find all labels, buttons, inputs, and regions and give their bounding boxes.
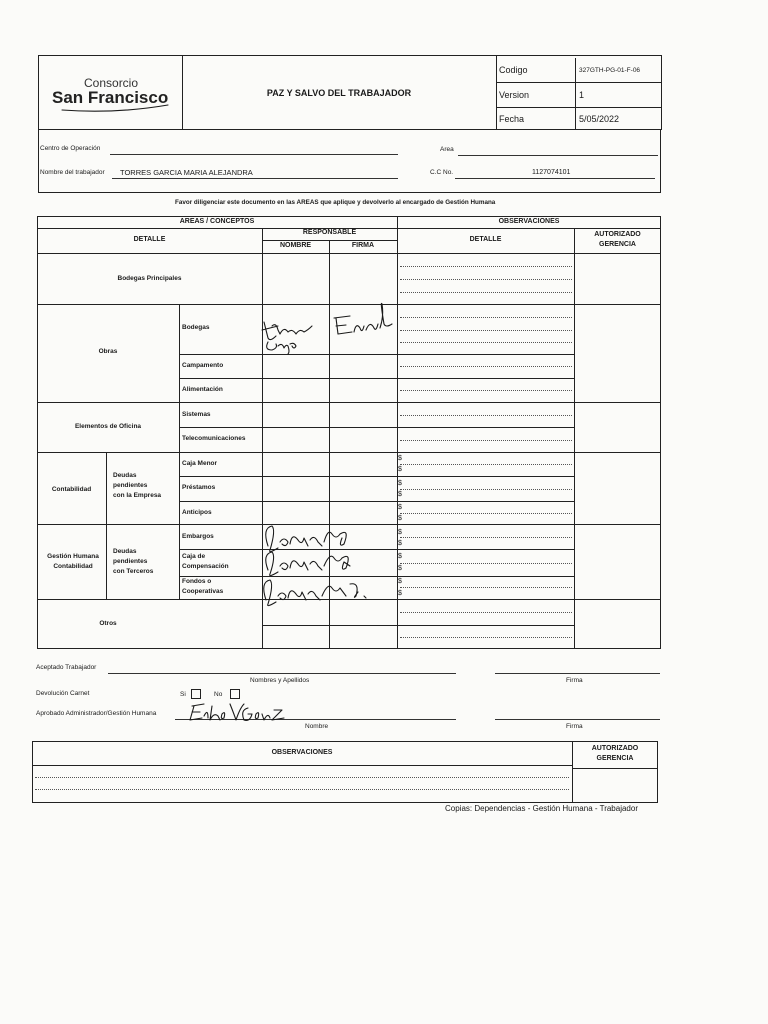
- caja-compensacion-line2: Compensación: [182, 563, 229, 570]
- dollar-sign: $: [398, 504, 402, 511]
- prestamos-label: Préstamos: [182, 484, 216, 491]
- deudas-empresa-line3: con la Empresa: [113, 492, 162, 499]
- aprobado-firma-field[interactable]: [495, 719, 660, 720]
- logo-swoosh: [60, 104, 170, 114]
- dollar-sign: $: [398, 491, 402, 498]
- area-label: Area: [440, 146, 454, 153]
- caja-menor-label: Caja Menor: [182, 460, 218, 467]
- fondos-line1: Fondos o: [182, 578, 212, 585]
- observaciones-line[interactable]: [35, 789, 569, 790]
- detalle-header: DETALLE: [133, 236, 166, 243]
- copias-text: Copias: Dependencias - Gestión Humana - Trabajador: [445, 804, 638, 813]
- embargos-label: Embargos: [182, 533, 214, 540]
- cc-value: 1127074101: [532, 169, 571, 176]
- version-label: Version: [499, 90, 530, 100]
- si-checkbox[interactable]: [191, 689, 201, 699]
- fondos-signature: [256, 574, 376, 608]
- bodegas-principales-label: Bodegas Principales: [117, 275, 182, 282]
- bodegas-firma-signature: [330, 298, 394, 340]
- logo-san-francisco: San Francisco: [52, 88, 169, 107]
- codigo-value: 327GTH-PG-01-F-06: [579, 67, 641, 74]
- nombres-apellidos-caption: Nombres y Apellidos: [250, 677, 310, 684]
- devolucion-carnet-label: Devolución Carnet: [36, 690, 90, 697]
- anticipos-label: Anticipos: [182, 509, 212, 516]
- observaciones-line[interactable]: [35, 777, 569, 778]
- bodegas-nombre-signature: [258, 316, 318, 354]
- deudas-terceros-line3: con Terceros: [113, 568, 154, 575]
- firma-caption-1: Firma: [566, 677, 583, 684]
- dollar-sign: $: [398, 455, 402, 462]
- nombre-caption: Nombre: [305, 723, 329, 730]
- aceptado-label: Aceptado Trabajador: [36, 664, 97, 671]
- autorizado-footer: AUTORIZADO: [591, 745, 639, 752]
- otros-label: Otros: [99, 620, 117, 627]
- gestion-humana-line2: Contabilidad: [53, 563, 93, 570]
- centro-label: Centro de Operación: [40, 145, 101, 152]
- sistemas-label: Sistemas: [182, 411, 211, 418]
- elementos-oficina-label: Elementos de Oficina: [74, 423, 142, 430]
- telecomunicaciones-label: Telecomunicaciones: [182, 435, 246, 442]
- dollar-sign: $: [398, 553, 402, 560]
- logo-consorcio: Consorcio: [84, 76, 139, 90]
- dollar-sign: $: [398, 529, 402, 536]
- centro-field[interactable]: [110, 154, 398, 155]
- deudas-terceros-line2: pendientes: [113, 558, 148, 565]
- fecha-value: 5/05/2022: [579, 114, 620, 124]
- dollar-sign: $: [398, 466, 402, 473]
- deudas-empresa-line1: Deudas: [113, 472, 137, 479]
- no-checkbox[interactable]: [230, 689, 240, 699]
- no-label: No: [214, 691, 223, 698]
- observaciones-title: OBSERVACIONES: [271, 749, 333, 756]
- gerencia-header: GERENCIA: [599, 241, 636, 248]
- firma-header: FIRMA: [351, 242, 375, 249]
- observaciones-header: OBSERVACIONES: [498, 218, 560, 225]
- instruction-text: Favor diligenciar este documento en las AREAS que aplique y devolverlo al encargado de Gestión Humana: [175, 199, 496, 206]
- autorizado-header: AUTORIZADO: [594, 231, 641, 238]
- caja-compensacion-line1: Caja de: [182, 553, 206, 560]
- gerencia-footer: GERENCIA: [596, 755, 634, 762]
- alimentacion-label: Alimentación: [182, 386, 223, 393]
- fondos-line2: Cooperativas: [182, 588, 224, 595]
- dollar-sign: $: [398, 540, 402, 547]
- dollar-sign: $: [398, 578, 402, 585]
- dollar-sign: $: [398, 480, 402, 487]
- nombre-trabajador-field[interactable]: [112, 178, 398, 179]
- nombre-header: NOMBRE: [279, 242, 312, 249]
- cc-label: C.C No.: [430, 169, 454, 176]
- aprobado-signature: [186, 700, 306, 726]
- responsable-header: RESPONSABLE: [302, 229, 357, 236]
- version-value: 1: [579, 90, 585, 100]
- aceptado-firma-field[interactable]: [495, 673, 660, 674]
- detalle-obs-header: DETALLE: [469, 236, 502, 243]
- aceptado-nombre-field[interactable]: [108, 673, 456, 674]
- obras-label: Obras: [98, 348, 118, 355]
- gestion-humana-line1: Gestión Humana: [47, 553, 99, 560]
- fecha-label: Fecha: [499, 114, 525, 124]
- si-label: Si: [180, 691, 186, 698]
- nombre-trabajador-label: Nombre del trabajador: [40, 169, 105, 176]
- contabilidad-label: Contabilidad: [51, 486, 92, 493]
- campamento-label: Campamento: [182, 362, 224, 369]
- dollar-sign: $: [398, 515, 402, 522]
- cc-field[interactable]: [455, 178, 655, 179]
- bodegas-label: Bodegas: [182, 324, 210, 331]
- dollar-sign: $: [398, 565, 402, 572]
- dollar-sign: $: [398, 590, 402, 597]
- deudas-terceros-line1: Deudas: [113, 548, 137, 555]
- document-title: PAZ Y SALVO DEL TRABAJADOR: [266, 88, 412, 98]
- areas-conceptos-header: AREAS / CONCEPTOS: [179, 218, 255, 225]
- area-field[interactable]: [458, 155, 658, 156]
- deudas-empresa-line2: pendientes: [113, 482, 148, 489]
- firma-caption-2: Firma: [566, 723, 583, 730]
- nombre-trabajador-value: TORRES GARCIA MARIA ALEJANDRA: [120, 168, 253, 177]
- aprobado-label: Aprobado Administrador/Gestión Humana: [36, 710, 157, 717]
- codigo-label: Codigo: [499, 65, 528, 75]
